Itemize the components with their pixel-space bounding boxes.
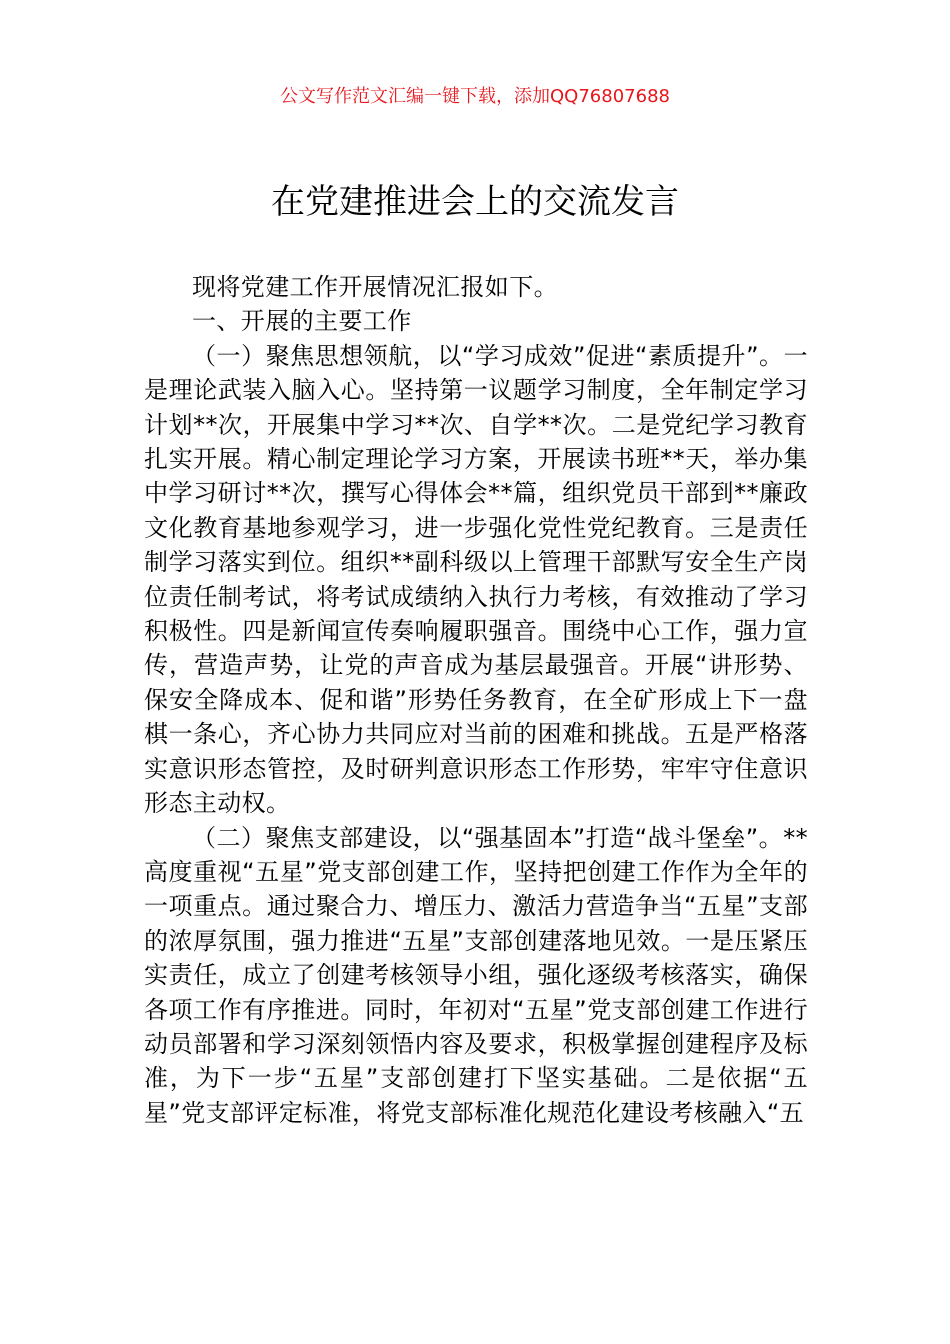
document-body xyxy=(144,270,808,1130)
download-banner: 公文写作范文汇编一键下载，添加QQ76807688 xyxy=(280,86,670,107)
page-title: 在党建推进会上的交流发言 xyxy=(271,182,679,222)
body-paragraph: （二）聚焦支部建设，以“强基固本”打造“战斗堡垒”。**高度重视“五星”党支部创建工作，坚持把创建工作作为全年的一项重点。通过聚合力、增压力、激活力营造争当“五星”支部的浓厚氛围，强力推进“五星”支部创建落地见效。一是压紧压实责任，成立了创建考核领导小组，强化逐级考核落实，确保各项工作有序推进。同时，年初对“五星”党支部创建工作进行动员部署和学习深刻领悟内容及要求，积极掌握创建程序及标准，为下一步“五星”支部创建打下坚实基础。二是依据“五星”党支部评定标准，将党支部标准化规范化建设考核融入“五 xyxy=(144,823,808,1127)
section-heading: 一、开展的主要工作 xyxy=(192,307,412,336)
intro-paragraph: 现将党建工作开展情况汇报如下。 xyxy=(192,273,558,301)
body-paragraph: （一）聚焦思想领航，以“学习成效”促进“素质提升”。一是理论武装入脑入心。坚持第一议题学习制度，全年制定学习计划**次，开展集中学习**次、自学**次。二是党纪学习教育扎实开展。精心制定理论学习方案，开展读书班**天，举办集中学习研讨**次，撰写心得体会**篇，组织党员干部到**廉政文化教育基地参观学习，进一步强化党性党纪教育。三是责任制学习落实到位。组织**副科级以上管理干部默写安全生产岗位责任制考试，将考试成绩纳入执行力考核，有效推动了学习积极性。四是新闻宣传奏响履职强音。围绕中心工作，强力宣传，营造声势，让党的声音成为基层最强音。开展“讲形势、保安全降成本、促和谐”形势任务教育，在全矿形成上下一盘棋一条心，齐心协力共同应对当前的困难和挑战。五是严格落实意识形态管控，及时研判意识形态工作形势，牢牢守住意识形态主动权。 xyxy=(144,341,808,818)
